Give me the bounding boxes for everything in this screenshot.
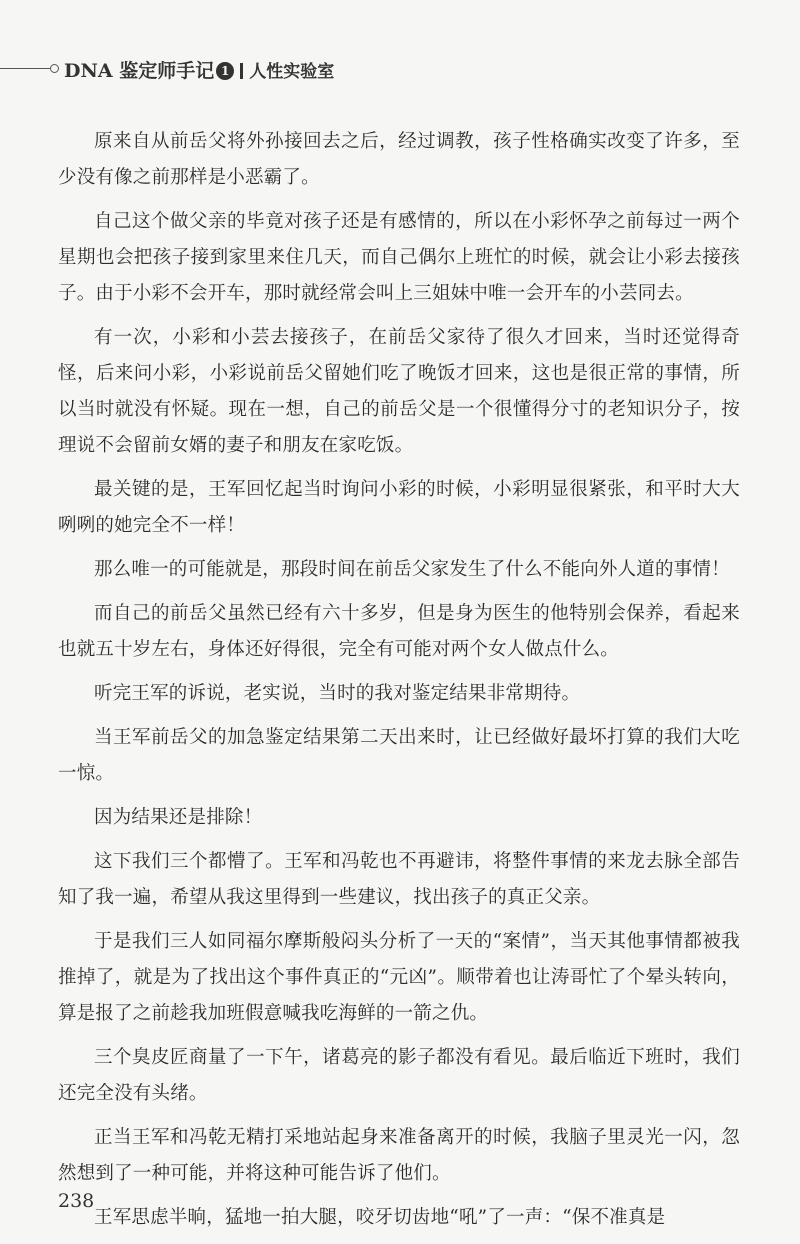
header-rule (0, 68, 50, 69)
paragraph: 听完王军的诉说，老实说，当时的我对鉴定结果非常期待。 (94, 683, 581, 704)
paragraph: 而自己的前岳父虽然已经有六十多岁，但是身为医生的他特别会保养，看起来也就五十岁左右，身体还好得很，完全有可能对两个女人做点什么。 (58, 603, 740, 660)
body-text (58, 124, 740, 1244)
paragraph: 王军思虑半晌，猛地一拍大腿，咬牙切齿地“吼”了一声：“保不准真是 (94, 1207, 666, 1228)
book-subtitle: 人性实验室 (249, 62, 335, 82)
paragraph: 这下我们三个都懵了。王军和冯乾也不再避讳，将整件事情的来龙去脉全部告知了我一遍，希望从我这里得到一些建议，找出孩子的真正父亲。 (58, 851, 740, 908)
volume-badge: 1 (216, 62, 234, 80)
paragraph: 当王军前岳父的加急鉴定结果第二天出来时，让已经做好最坏打算的我们大吃一惊。 (58, 727, 740, 784)
paragraph: 有一次，小彩和小芸去接孩子，在前岳父家待了很久才回来，当时还觉得奇怪，后来问小彩，小彩说前岳父留她们吃了晚饭才回来，这也是很正常的事情，所以当时就没有怀疑。现在一想，自己的前岳父是一个很懂得分寸的老知识分子，按理说不会留前女婿的妻子和朋友在家吃饭。 (58, 327, 740, 456)
paragraph: 最关键的是，王军回忆起当时询问小彩的时候，小彩明显很紧张，和平时大大咧咧的她完全不一样！ (58, 479, 740, 536)
paragraph: 于是我们三人如同福尔摩斯般闷头分析了一天的“案情”，当天其他事情都被我推掉了，就是为了找出这个事件真正的“元凶”。顺带着也让涛哥忙了个晕头转向，算是报了之前趁我加班假意喊我吃海鲜的一箭之仇。 (58, 931, 740, 1024)
header-ornament (50, 64, 59, 73)
header-title (64, 56, 334, 83)
page-number: 238 (58, 1190, 95, 1212)
paragraph: 因为结果还是排除！ (94, 807, 263, 828)
paragraph: 三个臭皮匠商量了一下午，诸葛亮的影子都没有看见。最后临近下班时，我们还完全没有头绪。 (58, 1047, 740, 1104)
header-separator (240, 63, 243, 79)
paragraph: 那么唯一的可能就是，那段时间在前岳父家发生了什么不能向外人道的事情！ (94, 559, 730, 580)
paragraph: 原来自从前岳父将外孙接回去之后，经过调教，孩子性格确实改变了许多，至少没有像之前那样是小恶霸了。 (58, 131, 740, 188)
book-title: DNA 鉴定师手记 (64, 60, 215, 82)
paragraph: 正当王军和冯乾无精打采地站起身来准备离开的时候，我脑子里灵光一闪，忽然想到了一种可能，并将这种可能告诉了他们。 (58, 1127, 740, 1184)
paragraph: 自己这个做父亲的毕竟对孩子还是有感情的，所以在小彩怀孕之前每过一两个星期也会把孩子接到家里来住几天，而自己偶尔上班忙的时候，就会让小彩去接孩子。由于小彩不会开车，那时就经常会叫上三姐妹中唯一会开车的小芸同去。 (58, 211, 740, 304)
running-header (0, 56, 800, 86)
